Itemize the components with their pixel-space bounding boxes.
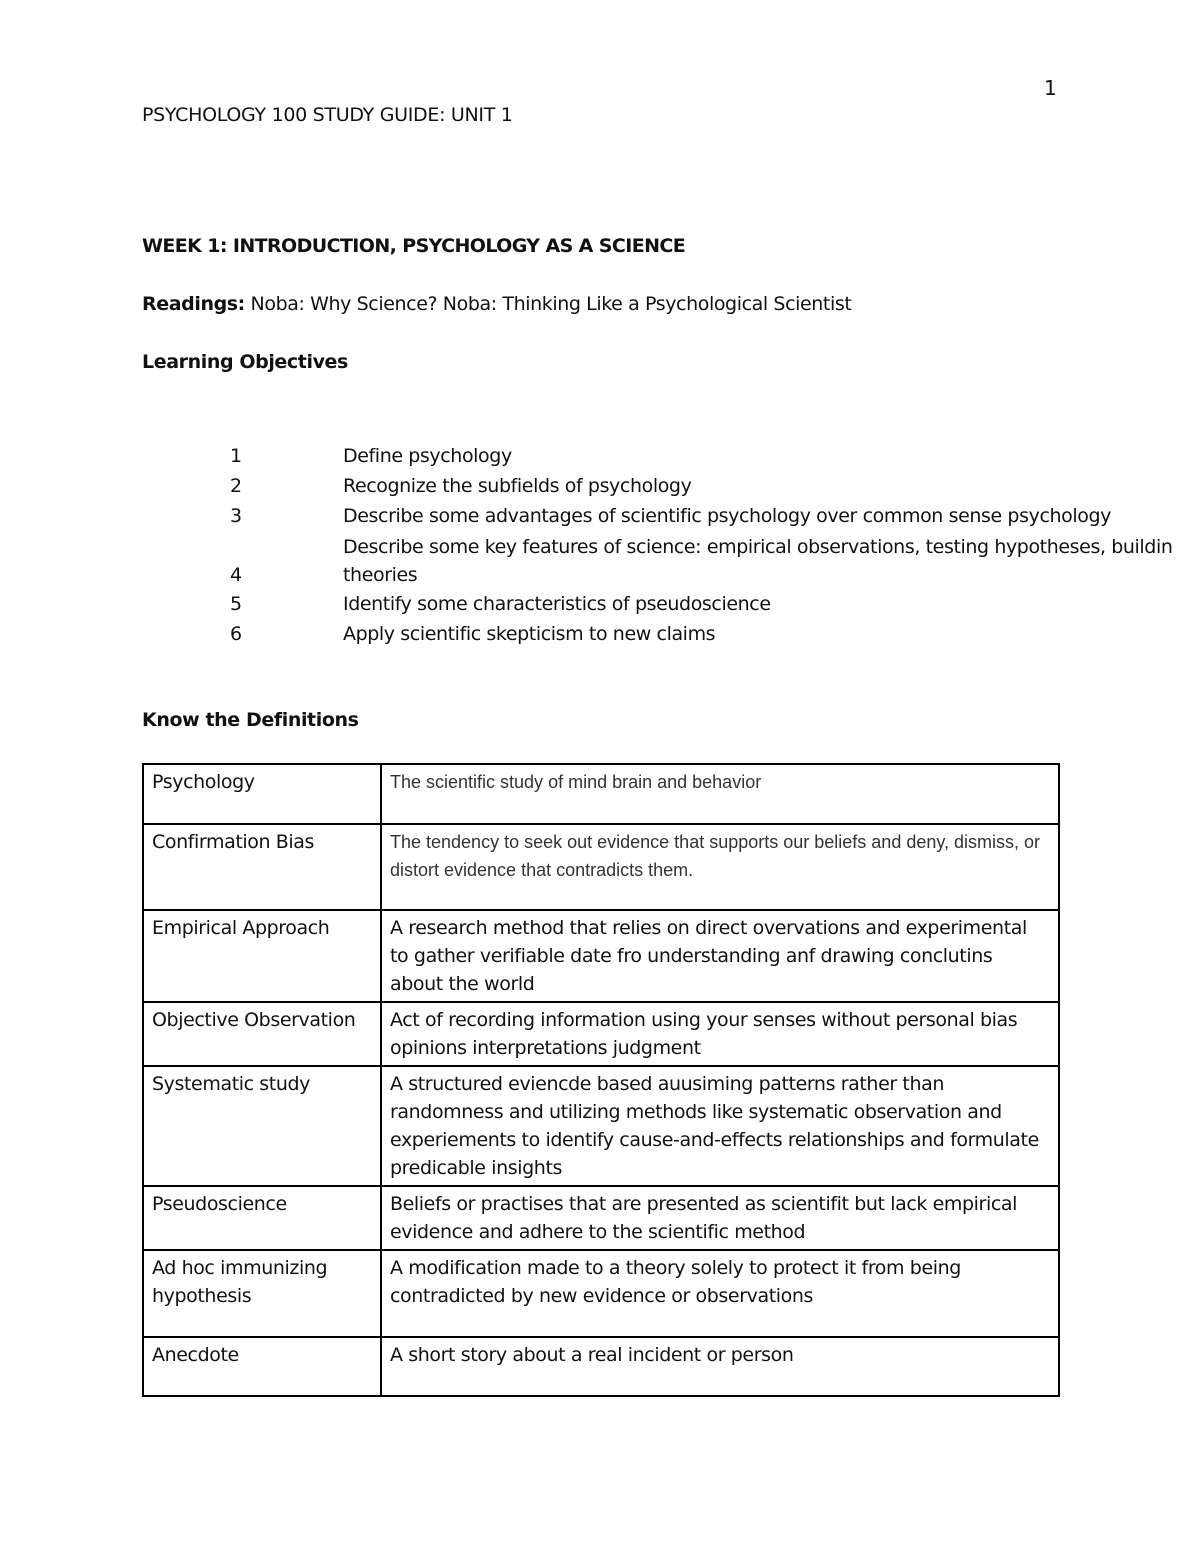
definition-cell: A research method that relies on direct overvations and experimental to gather verifiable date fro understanding anf drawing conclutins about the world [381,910,1059,1002]
objective-item [230,441,1200,471]
table-row [143,910,1059,1002]
document-title: PSYCHOLOGY 100 STUDY GUIDE: UNIT 1 [142,104,513,126]
definition-cell: A short story about a real incident or person [381,1337,1059,1396]
objective-item [230,619,1200,649]
term-cell: Systematic study [143,1066,381,1186]
term-cell: Confirmation Bias [143,824,381,910]
readings-line [142,293,851,315]
definition-cell: A structured eviencde based auusiming patterns rather than randomness and utilizing methods like systematic observation and experiements to identify cause-and-effects relationships and formulate predicable insights [381,1066,1059,1186]
learning-objectives-list [230,441,1200,649]
definitions-heading: Know the Definitions [142,709,359,731]
table-row [143,1250,1059,1337]
week-heading: WEEK 1: INTRODUCTION, PSYCHOLOGY AS A SCIENCE [142,235,686,257]
definitions-table [142,763,1060,1397]
objective-text: Describe some advantages of scientific psychology over common sense psychology [343,505,1111,527]
objective-text: Recognize the subfields of psychology [343,475,692,497]
definition-cell: A modification made to a theory solely to protect it from being contradicted by new evidence or observations [381,1250,1059,1337]
table-row [143,764,1059,824]
objective-item [230,471,1200,501]
objective-item [230,531,1200,589]
objective-number: 2 [230,475,242,497]
readings-text: Noba: Why Science? Noba: Thinking Like a Psychological Scientist [244,293,852,315]
objective-text: Describe some key features of science: empirical observations, testing hypotheses, buildin theories [343,536,1173,586]
table-row [143,824,1059,910]
term-cell: Pseudoscience [143,1186,381,1250]
learning-objectives-heading: Learning Objectives [142,351,348,373]
term-cell: Empirical Approach [143,910,381,1002]
definition-cell: Act of recording information using your senses without personal bias opinions interpretations judgment [381,1002,1059,1066]
objective-number: 1 [230,445,242,467]
term-cell: Psychology [143,764,381,824]
term-cell: Objective Observation [143,1002,381,1066]
objective-text: Apply scientific skepticism to new claims [343,623,716,645]
objective-number: 5 [230,593,242,615]
page-number: 1 [1044,76,1057,100]
objective-number: 6 [230,623,242,645]
term-cell: Ad hoc immunizing hypothesis [143,1250,381,1337]
objective-text: Identify some characteristics of pseudoscience [343,593,771,615]
term-cell: Anecdote [143,1337,381,1396]
table-row [143,1337,1059,1396]
table-row [143,1066,1059,1186]
definition-cell: The tendency to seek out evidence that supports our beliefs and deny, dismiss, or distort evidence that contradicts them. [381,824,1059,910]
objective-number: 3 [230,505,242,527]
readings-label: Readings: [142,293,245,315]
definition-cell: Beliefs or practises that are presented as scientifit but lack empirical evidence and adhere to the scientific method [381,1186,1059,1250]
definition-cell: The scientific study of mind brain and behavior [381,764,1059,824]
objective-number: 4 [230,564,242,586]
objective-text: Define psychology [343,445,512,467]
table-row [143,1002,1059,1066]
objective-item [230,501,1200,531]
table-row [143,1186,1059,1250]
objective-item [230,589,1200,619]
